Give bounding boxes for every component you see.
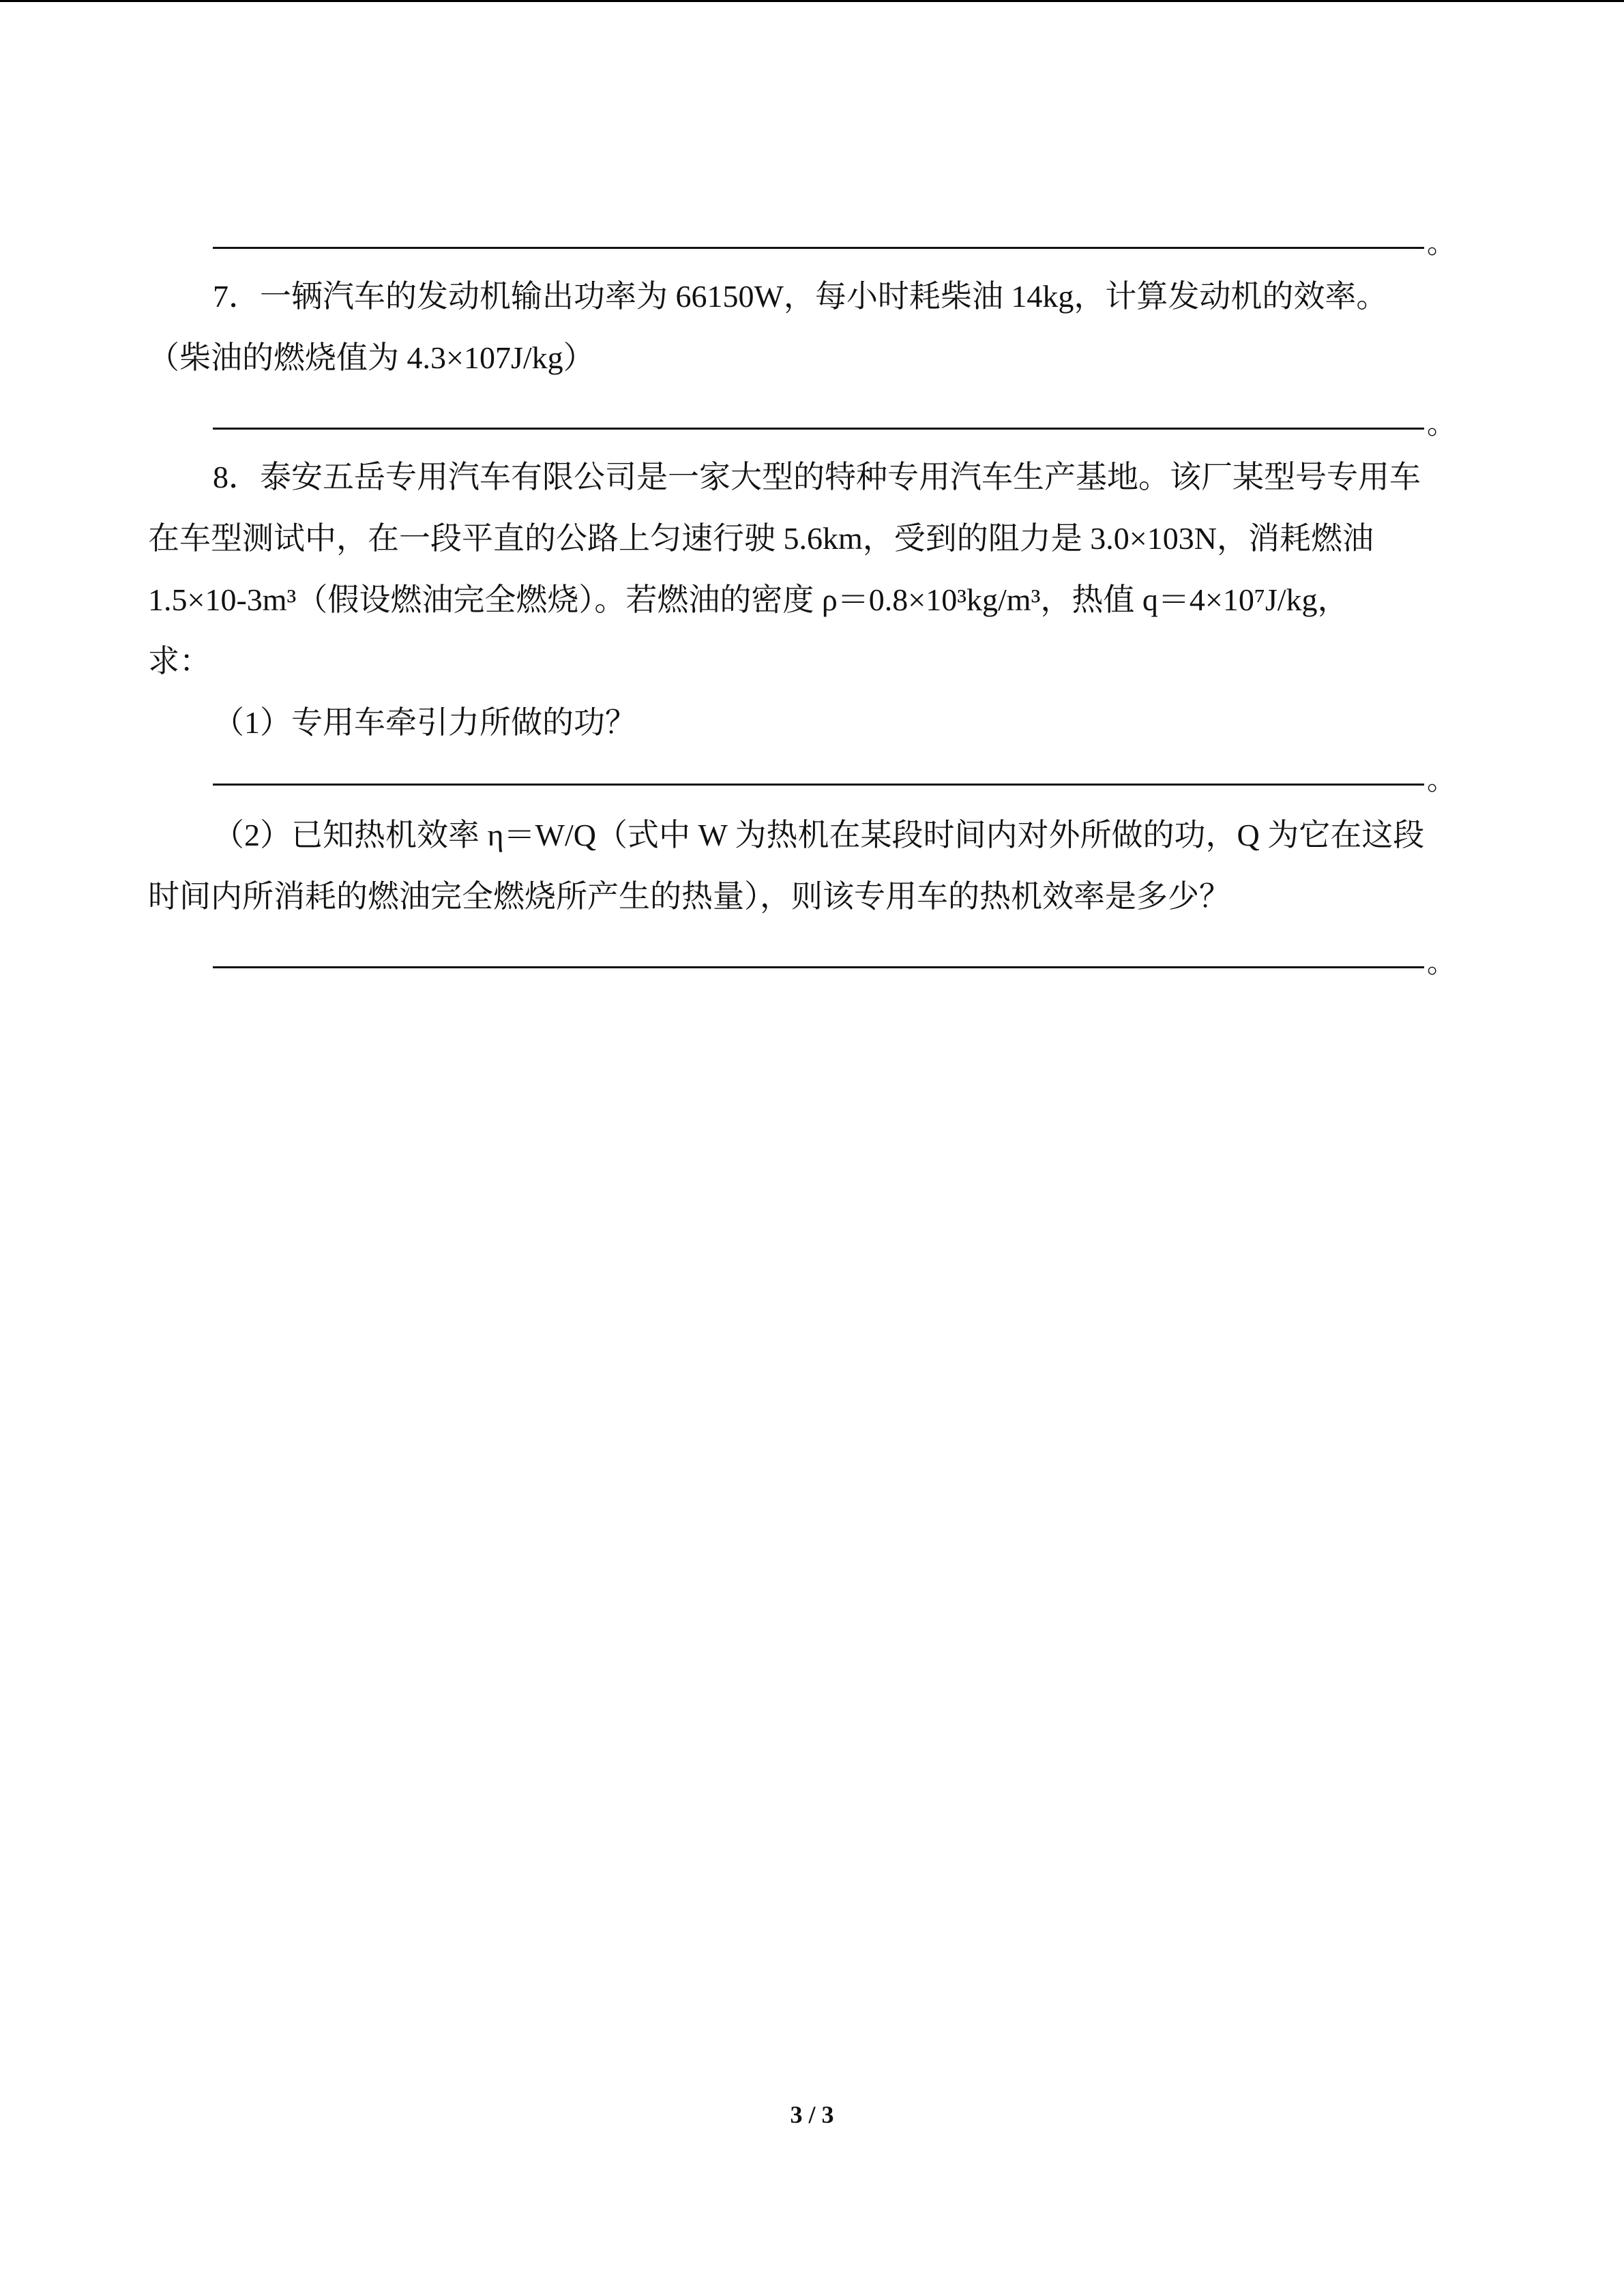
question-8-line-1: 8．泰安五岳专用汽车有限公司是一家大型的特种专用汽车生产基地。该厂某型号专用车 [213,460,1421,494]
blank-period: 。 [1427,948,1456,979]
answer-blank-q6[interactable] [213,222,1456,260]
question-8 [148,447,1478,754]
answer-line [213,966,1424,968]
question-8-sub-2-line-1: （2）已知热机效率 η＝W/Q（式中 W 为热机在某段时间内对外所做的功，Q 为它在这段 [213,818,1425,852]
question-7-line-2: （柴油的燃烧值为 4.3×107J/kg） [148,340,595,375]
blank-period: 。 [1427,765,1456,796]
blank-period: 。 [1427,409,1456,441]
answer-blank-q8-1[interactable] [213,758,1456,796]
answer-blank-q7[interactable] [213,402,1456,441]
question-8-line-2: 在车型测试中，在一段平直的公路上匀速行驶 5.6km，受到的阻力是 3.0×103N，消耗燃油 [148,521,1374,556]
question-7 [148,266,1478,389]
question-8-sub-2-line-2: 时间内所消耗的燃油完全燃烧所产生的热量），则该专用车的热机效率是多少？ [148,879,1230,914]
question-7-line-1: 7．一辆汽车的发动机输出功率为 66150W，每小时耗柴油 14kg，计算发动机的效率。 [213,279,1388,314]
answer-line [213,428,1424,430]
question-8-sub-1: （1）专用车牵引力所做的功？ [213,705,636,740]
page-number: 3 / 3 [790,2101,834,2128]
question-8-part-2 [148,805,1478,927]
question-8-line-3: 1.5×10-3m³（假设燃油完全燃烧）。若燃油的密度 ρ＝0.8×10³kg/m³，热值 q＝4×10⁷J/kg， [148,582,1349,617]
answer-blank-q8-2[interactable] [213,941,1456,979]
answer-line [213,784,1424,786]
answer-line [213,247,1424,249]
blank-period: 。 [1427,228,1456,260]
question-8-line-4: 求： [148,644,211,679]
